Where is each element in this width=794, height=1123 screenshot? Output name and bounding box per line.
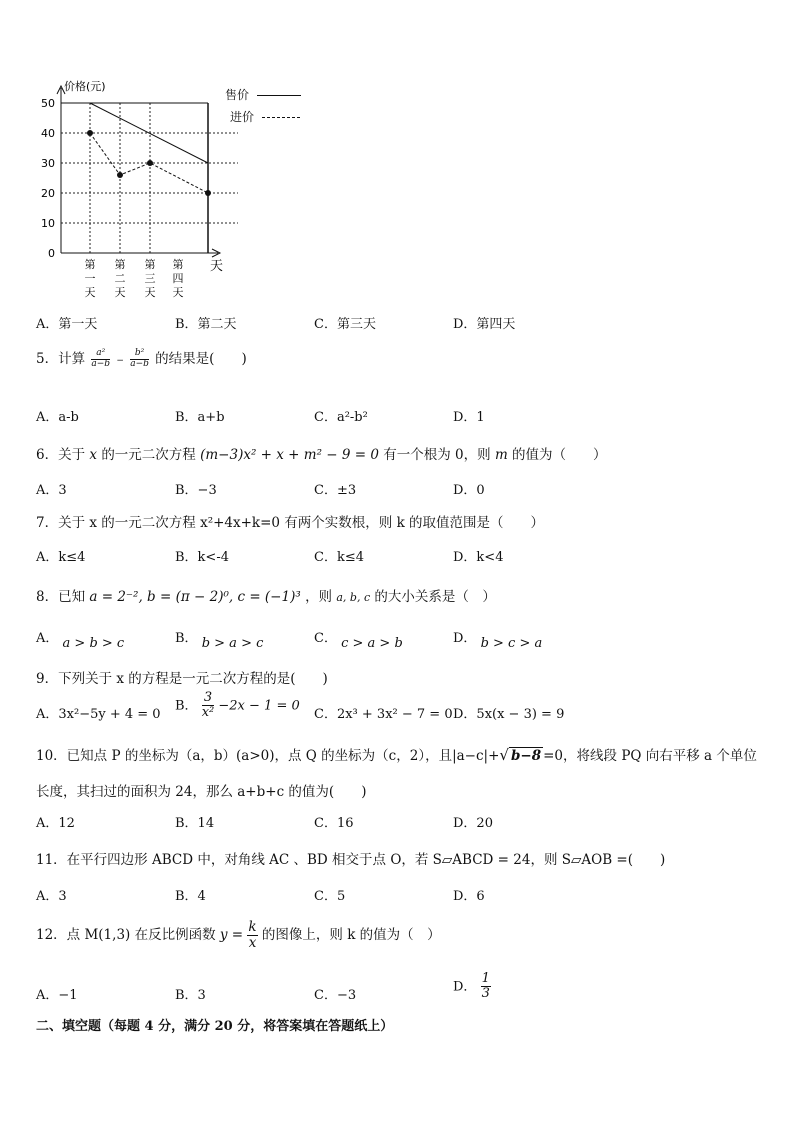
q7-option-a[interactable]: A．k≤4 (36, 550, 86, 565)
q12-option-d-letter: D． (453, 979, 477, 995)
legend-cost-price (230, 108, 300, 125)
q5-option-c[interactable]: C．a²-b² (314, 410, 368, 425)
q7-option-b[interactable]: B．k<-4 (175, 550, 229, 565)
q7-stem: 7．关于 x 的一元二次方程 x²+4x+k=0 有两个实数根，则 k 的取值范围是（ ） (36, 515, 545, 531)
q6-var-x: x (89, 447, 98, 463)
q8-option-c[interactable] (314, 627, 403, 651)
q8-option-a-letter: A． (36, 631, 59, 646)
y-tick-label-30: 30 (41, 157, 55, 170)
q12-option-c[interactable]: C．−3 (314, 988, 357, 1003)
q10-line1a: 10．已知点 P 的坐标为（a，b）(a>0)，点 Q 的坐标为（c，2），且|a−c|+ (36, 748, 500, 764)
x-axis-label: 天 (210, 259, 224, 274)
y-tick-label-20: 20 (41, 187, 55, 200)
q6-text-b: 的一元二次方程 (101, 447, 196, 463)
q9-option-d[interactable]: D．5x(x − 3) = 9 (453, 707, 565, 722)
legend-sell-label: 售价 (225, 88, 250, 102)
q11-option-a[interactable]: A．3 (36, 889, 67, 904)
q4-option-a[interactable]: A．第一天 (36, 317, 98, 332)
q6-option-d[interactable]: D．0 (453, 483, 485, 498)
q6-option-c[interactable]: C．±3 (314, 483, 357, 498)
series-cost-point-0 (87, 130, 93, 136)
legend-sell-line-solid (257, 95, 301, 96)
q6-text-a: 6．关于 (36, 447, 86, 463)
legend-sell-price (225, 86, 301, 103)
x-category-1-char-1: 二 (114, 272, 126, 285)
q8-option-d-letter: D． (453, 631, 477, 646)
q10-option-d[interactable]: D．20 (453, 816, 493, 831)
q8-vars: a, b, c (336, 591, 371, 604)
x-category-3-char-2: 天 (172, 286, 184, 299)
series-cost-point-3 (205, 190, 211, 196)
q8-option-b[interactable] (175, 627, 264, 651)
q9-option-b-rest: −2x − 1 = 0 (218, 698, 300, 714)
x-category-2-char-2: 天 (144, 286, 156, 299)
q6-option-b[interactable]: B．−3 (175, 483, 217, 498)
series-cost-point-2 (147, 160, 153, 166)
q12-stem (36, 920, 441, 951)
q7-option-d[interactable]: D．k<4 (453, 550, 504, 565)
q8-option-c-letter: C． (314, 631, 337, 646)
q5-option-b[interactable]: B．a+b (175, 410, 225, 425)
q9-stem: 9．下列关于 x 的方程是一元二次方程的是( ) (36, 671, 328, 687)
q10-stem-line2: 长度，其扫过的面积为 24，那么 a+b+c 的值为( ) (36, 784, 367, 800)
q4-option-d[interactable]: D．第四天 (453, 317, 516, 332)
x-category-2-char-1: 三 (144, 272, 156, 285)
q10-sqrt: b−8 (510, 748, 542, 764)
q8-expression: a = 2⁻², b = (π − 2)⁰, c = (−1)³ (89, 589, 301, 605)
x-category-2-char-0: 第 (144, 258, 156, 271)
y-tick-label-50: 50 (41, 97, 55, 110)
q9-option-a[interactable]: A．3x²−5y + 4 = 0 (36, 707, 161, 722)
q10-option-c[interactable]: C．16 (314, 816, 354, 831)
q6-text-d: 的值为（ ） (512, 447, 607, 463)
q12-option-a[interactable]: A．−1 (36, 988, 78, 1003)
legend-cost-line-dashed (262, 117, 300, 118)
x-category-0-char-2: 天 (84, 286, 96, 299)
q5-suffix: 的结果是( ) (155, 351, 247, 367)
q9-option-b[interactable] (175, 691, 300, 721)
x-category-1-char-2: 天 (114, 286, 126, 299)
q8-suffix: 的大小关系是（ ） (374, 589, 496, 605)
section2-title: 二、填空题（每题 4 分，满分 20 分，将答案填在答题纸上） (36, 1019, 394, 1034)
q8-option-a-expr: a > b > c (62, 636, 125, 651)
y-tick-label-40: 40 (41, 127, 55, 140)
q6-text-c: 有一个根为 0，则 (383, 447, 491, 463)
x-category-0-char-0: 第 (84, 258, 96, 271)
q8-option-a[interactable] (36, 627, 125, 651)
legend-cost-label: 进价 (230, 110, 255, 124)
q8-option-d[interactable] (453, 627, 543, 651)
q11-option-d[interactable]: D．6 (453, 889, 485, 904)
q6-option-a[interactable]: A．3 (36, 483, 67, 498)
q8-prefix: 8．已知 (36, 589, 86, 605)
q12-option-d[interactable] (453, 972, 491, 1002)
q5-frac1: $\frac{\text{a²}}{a-b}$ (91, 348, 111, 369)
y-tick-label-10: 10 (41, 217, 55, 230)
q10-option-b[interactable]: B．14 (175, 816, 215, 831)
series-cost-point-1 (117, 172, 123, 178)
q8-option-b-expr: b > a > c (201, 636, 264, 651)
q12-frac: $\frac{k}{x}$ (248, 919, 257, 951)
q4-option-b[interactable]: B．第二天 (175, 317, 237, 332)
q11-stem: 11．在平行四边形 ABCD 中，对角线 AC 、BD 相交于点 O，若 S▱ABCD = 24，则 S▱AOB =( ) (36, 852, 666, 868)
x-category-0-char-1: 一 (84, 272, 96, 285)
q8-option-c-expr: c > a > b (341, 636, 403, 651)
q12-y-eq: y = (219, 926, 244, 943)
x-category-1-char-0: 第 (114, 258, 126, 271)
q9-option-b-letter: B． (175, 698, 198, 714)
q5-prefix: 5．计算 (36, 351, 86, 367)
q12-option-d-frac: $\frac{1}{3}$ (481, 971, 490, 1002)
q8-mid: ，则 (305, 589, 333, 605)
q6-stem (36, 443, 607, 463)
y-axis-label: 价格(元) (64, 80, 106, 93)
q5-frac2: $\frac{\text{b²}}{a-b}$ (130, 348, 149, 369)
q8-option-d-expr: b > c > a (480, 636, 543, 651)
x-category-3-char-1: 四 (172, 272, 184, 285)
q10-option-a[interactable]: A．12 (36, 816, 75, 831)
y-tick-label-0: 0 (48, 247, 55, 260)
q11-option-c[interactable]: C．5 (314, 889, 346, 904)
q6-equation: (m−3)x² + x + m² − 9 = 0 (200, 447, 379, 463)
q7-option-c[interactable]: C．k≤4 (314, 550, 364, 565)
q4-option-c[interactable]: C．第三天 (314, 317, 376, 332)
q10-line1b: =0，将线段 PQ 向右平移 a 个单位 (543, 748, 757, 764)
q10-stem-line1 (36, 744, 757, 764)
q8-stem (36, 585, 496, 605)
q11-option-b[interactable]: B．4 (175, 889, 206, 904)
q12-option-b[interactable]: B．3 (175, 988, 206, 1003)
q8-option-b-letter: B． (175, 631, 198, 646)
q12-suffix: 的图像上，则 k 的值为（ ） (261, 926, 441, 943)
sqrt-sign: √ (499, 746, 509, 764)
x-category-3-char-0: 第 (172, 258, 184, 271)
q5-option-a[interactable]: A．a-b (36, 410, 79, 425)
q9-option-b-frac: $\frac{3}{\text{x²}}$ (201, 690, 215, 721)
q9-option-c[interactable]: C．2x³ + 3x² − 7 = 0 (314, 707, 453, 722)
q5-stem: 5．计算 $\frac{\text{a²}}{a-b}$ − $\frac{\text{b²}}{a-b}$ 的结果是( ) (36, 348, 247, 369)
q12-prefix: 12．点 M(1,3) 在反比例函数 (36, 926, 216, 943)
q6-var-m: m (494, 447, 508, 463)
q5-option-d[interactable]: D．1 (453, 410, 485, 425)
